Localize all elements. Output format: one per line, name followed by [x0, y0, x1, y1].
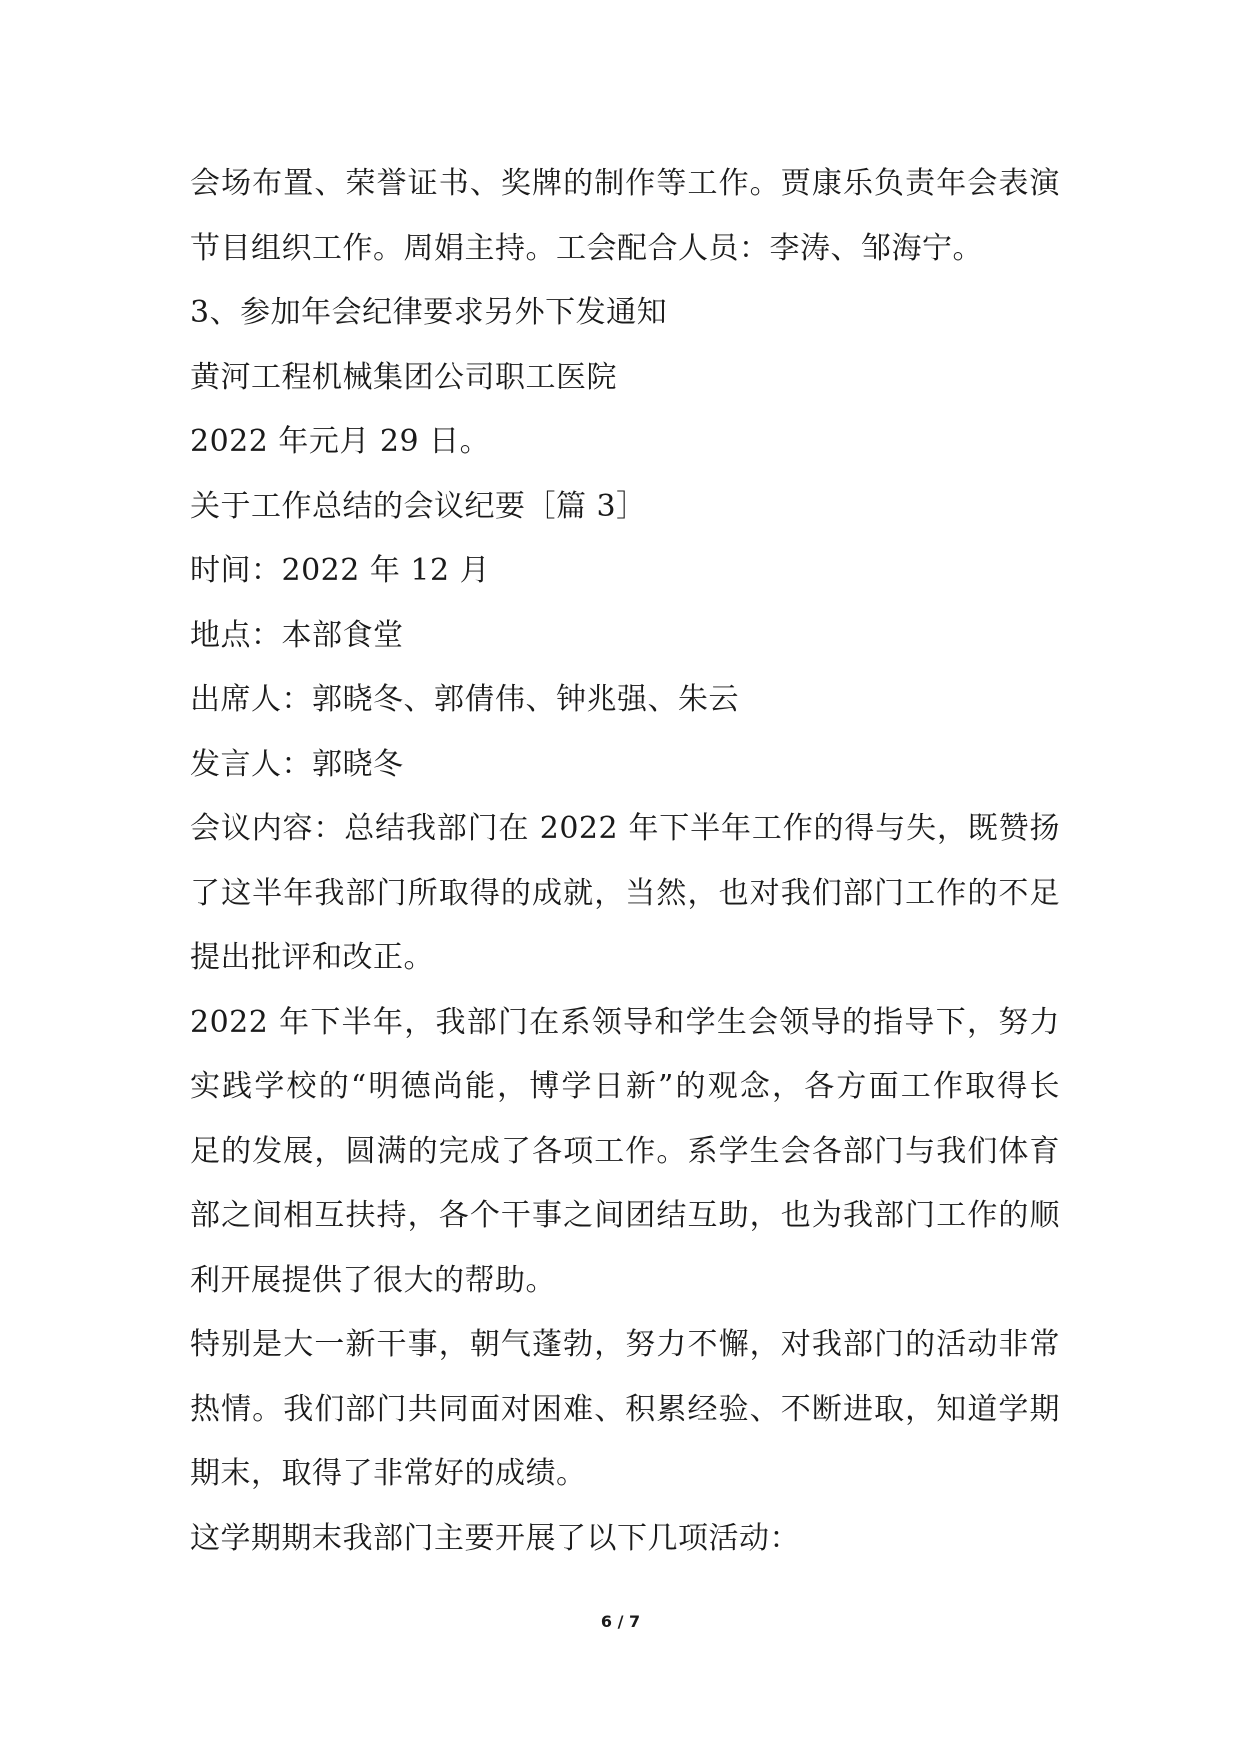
meeting-speaker: 发言人：郭晓冬 [190, 746, 404, 782]
meeting-time: 时间：2022 年 12 月 [190, 553, 491, 588]
text-line: 节目组织工作。周娟主持。工会配合人员：李涛、邹海宁。 [190, 230, 983, 266]
text-line: 会场布置、荣誉证书、奖牌的制作等工作。贾康乐负责年会表演 [190, 166, 1060, 201]
text-line: 足的发展，圆满的完成了各项工作。系学生会各部门与我们体育 [190, 1133, 1060, 1169]
text-line: 这学期期末我部门主要开展了以下几项活动： [190, 1520, 800, 1556]
text-line: 部之间相互扶持，各个干事之间团结互助，也为我部门工作的顺 [190, 1198, 1060, 1233]
meeting-location: 地点：本部食堂 [190, 617, 404, 653]
meeting-attendees: 出席人：郭晓冬、郭倩伟、钟兆强、朱云 [190, 682, 739, 717]
text-line: 2022 年下半年，我部门在系领导和学生会领导的指导下，努力 [190, 1004, 1060, 1040]
text-line: 实践学校的“明德尚能，博学日新”的观念，各方面工作取得长 [190, 1069, 1060, 1104]
text-line: 黄河工程机械集团公司职工医院 [190, 359, 617, 395]
section-title: 关于工作总结的会议纪要［篇 3］ [190, 488, 647, 524]
text-line: 提出批评和改正。 [190, 940, 434, 975]
text-line: 了这半年我部门所取得的成就，当然，也对我们部门工作的不足 [190, 875, 1060, 911]
text-line: 利开展提供了很大的帮助。 [190, 1262, 556, 1298]
text-line: 热情。我们部门共同面对困难、积累经验、不断进取，知道学期 [190, 1391, 1060, 1427]
text-line: 2022 年元月 29 日。 [190, 424, 491, 459]
text-line: 3、参加年会纪律要求另外下发通知 [190, 295, 668, 330]
text-line: 会议内容：总结我部门在 2022 年下半年工作的得与失，既赞扬 [190, 811, 1060, 846]
document-body [190, 152, 1060, 1571]
text-line: 特别是大一新干事，朝气蓬勃，努力不懈，对我部门的活动非常 [190, 1327, 1060, 1362]
text-line: 期末，取得了非常好的成绩。 [190, 1456, 587, 1491]
page-number: 6 / 7 [600, 1612, 641, 1631]
